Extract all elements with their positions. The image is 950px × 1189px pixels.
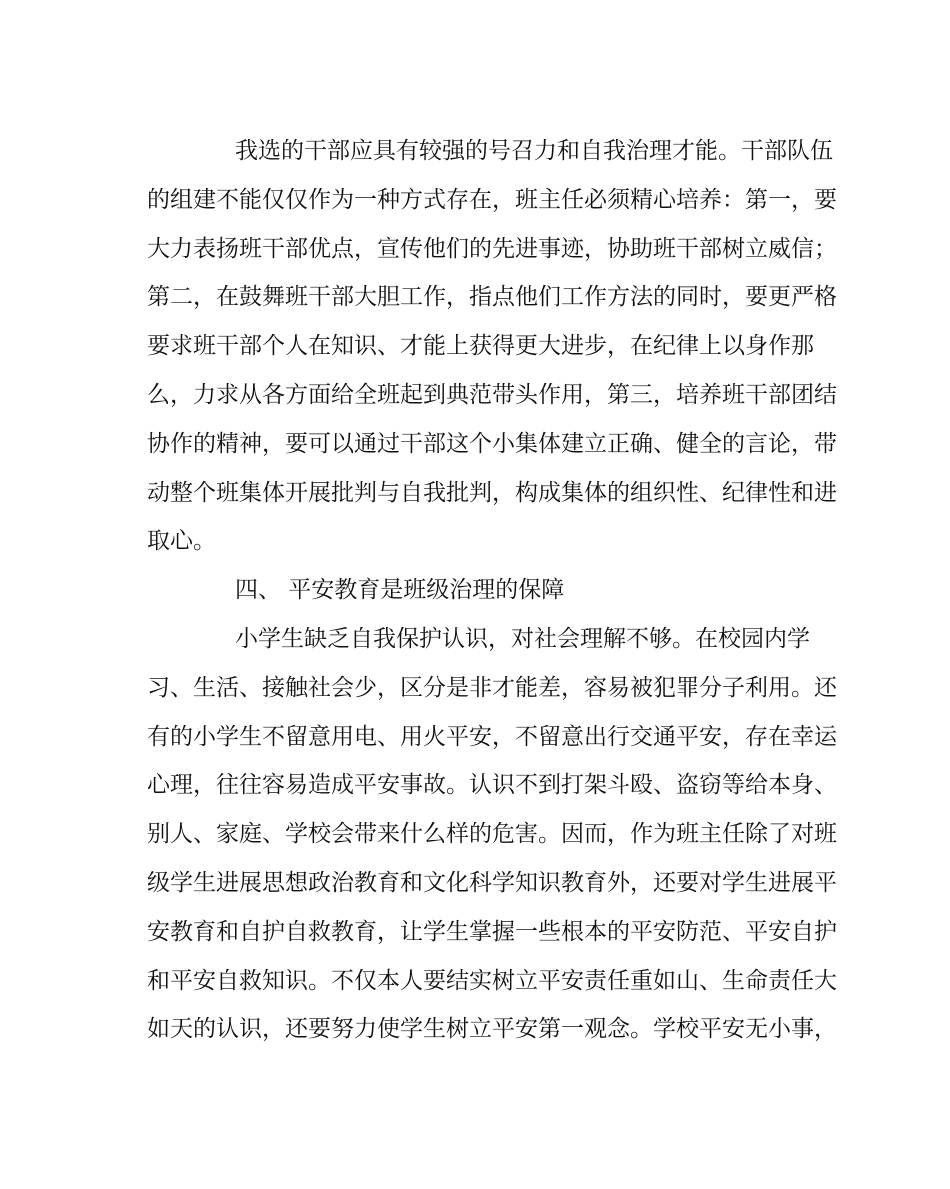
document-body [147,127,837,1054]
text-line: 有的小学生不留意用电、用火平安，不留意出行交通平安，存在幸运 [147,723,837,750]
text-line: 我选的干部应具有较强的号召力和自我治理才能。干部队伍 [235,138,833,164]
text-line: 别人、家庭、学校会带来什么样的危害。因而，作为班主任除了对班 [147,821,837,848]
text-line: 取心。 [147,528,216,555]
section-heading [147,566,807,615]
text-line: 小学生缺乏自我保护认识，对社会理解不够。在校园内学 [235,625,810,652]
text-line: 和平安自救知识。不仅本人要结实树立平安责任重如山、生命责任大 [147,967,837,994]
text-line: 大力表扬班干部优点，宣传他们的先进事迹，协助班干部树立威信； [147,235,837,262]
text-line: 要求班干部个人在知识、才能上获得更大进步，在纪律上以身作那 [147,333,814,360]
paragraph-safety-education [147,615,837,1054]
text-line: 如天的认识，还要努力使学生树立平安第一观念。学校平安无小事， [147,1016,837,1043]
paragraph-cadre-training [147,127,837,566]
text-line: 安教育和自护自救教育，让学生掌握一些根本的平安防范、平安自护 [147,918,837,945]
text-line: 级学生进展思想政治教育和文化科学知识教育外，还要对学生进展平 [147,869,837,896]
text-line: 么，力求从各方面给全班起到典范带头作用，第三，培养班干部团结 [147,381,837,408]
text-line: 心理，往往容易造成平安事故。认识不到打架斗殴、盗窃等给本身、 [147,772,837,799]
section-heading-text: 四、 平安教育是班级治理的保障 [235,577,565,604]
text-line: 第二，在鼓舞班干部大胆工作，指点他们工作方法的同时，要更严格 [147,284,837,311]
text-line: 协作的精神，要可以通过干部这个小集体建立正确、健全的言论，带 [147,430,837,457]
text-line: 习、生活、接触社会少，区分是非才能差，容易被犯罪分子利用。还 [147,674,837,701]
text-line: 动整个班集体开展批判与自我批判，构成集体的组织性、纪律性和进 [147,479,837,506]
text-line: 的组建不能仅仅作为一种方式存在，班主任必须精心培养：第一，要 [147,186,837,213]
